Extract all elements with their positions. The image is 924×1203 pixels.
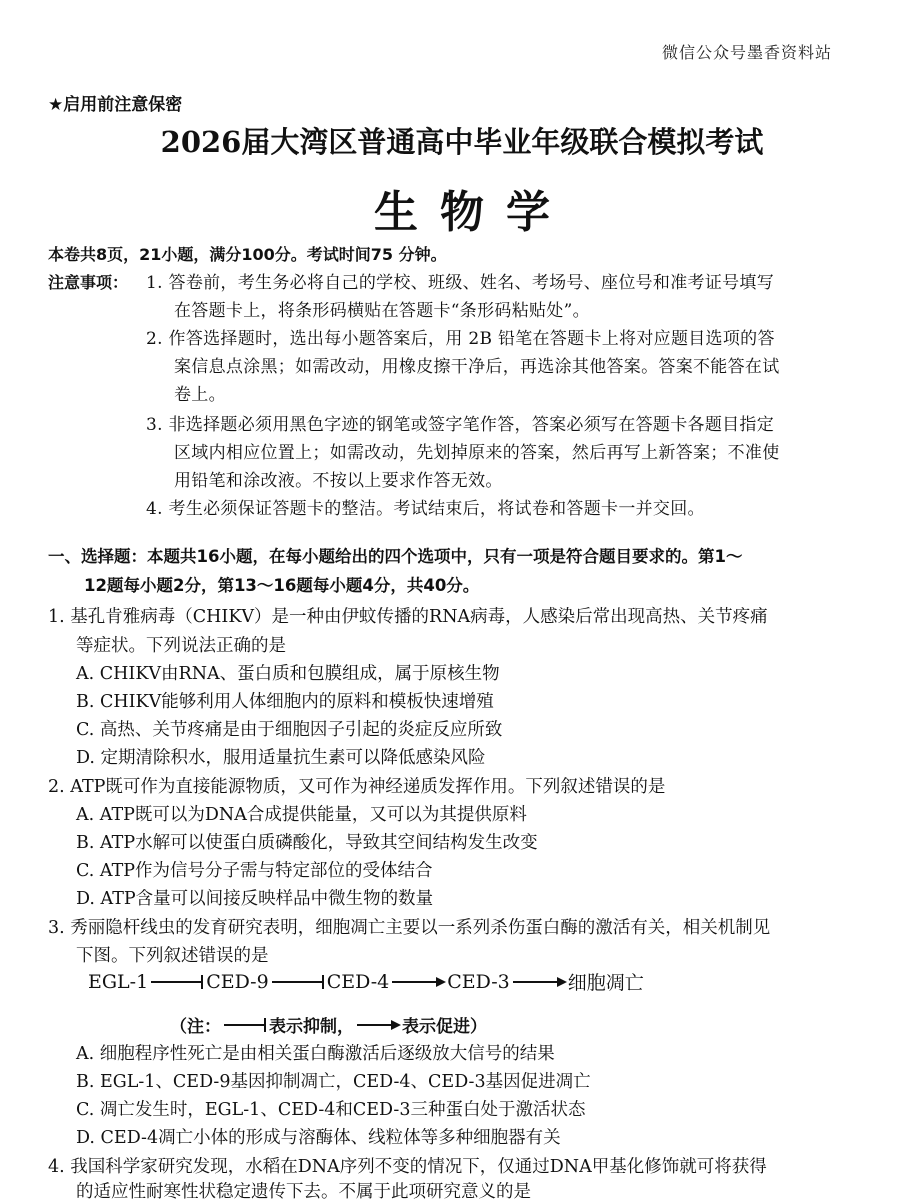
question-3-option-a: A. 细胞程序性死亡是由相关蛋白酶激活后逐级放大信号的结果 [76, 1044, 555, 1064]
diagram-node-ced4: CED-4 [326, 970, 390, 993]
question-3-stem-line-1: 3. 秀丽隐杆线虫的发育研究表明，细胞凋亡主要以一系列杀伤蛋白酶的激活有关，相关机制见 [48, 918, 771, 938]
question-1-option-a: A. CHIKV由RNA、蛋白质和包膜组成，属于原核生物 [76, 664, 500, 684]
diagram-node-apoptosis: 细胞凋亡 [567, 972, 644, 994]
question-3-option-b: B. EGL-1、CED-9基因抑制凋亡，CED-4、CED-3基因促进凋亡 [76, 1072, 591, 1092]
confidential-notice: ★启用前注意保密 [48, 95, 183, 115]
inhibit-arrow-icon [272, 975, 324, 989]
legend-promote-text: 表示促进） [402, 1017, 487, 1037]
promote-arrow-icon [513, 975, 565, 989]
notice-line-8: 用铅笔和涂改液。不按以上要求作答无效。 [174, 471, 503, 491]
notice-line-9: 4. 考生必须保证答题卡的整洁。考试结束后，将试卷和答题卡一并交回。 [146, 499, 705, 519]
diagram-legend [170, 1012, 487, 1037]
notice-line-4: 案信息点涂黑；如需改动，用橡皮擦干净后，再选涂其他答案。答案不能答在试 [174, 357, 780, 377]
notice-line-2: 在答题卡上，将条形码横贴在答题卡“条形码粘贴处”。 [174, 301, 590, 321]
apoptosis-pathway-diagram [88, 968, 644, 995]
question-4-stem-line-1: 4. 我国科学家研究发现，水稻在DNA序列不变的情况下，仅通过DNA甲基化修饰就可将获得 [48, 1157, 767, 1177]
diagram-node-ced3: CED-3 [447, 970, 510, 993]
diagram-node-ced9: CED-9 [206, 970, 269, 993]
question-1-option-c: C. 高热、关节疼痛是由于细胞因子引起的炎症反应所致 [76, 720, 503, 740]
notice-label: 注意事项： [48, 273, 129, 292]
notice-line-1: 1. 答卷前，考生务必将自己的学校、班级、姓名、考场号、座位号和准考证号填写 [146, 273, 775, 293]
inhibit-arrow-icon [224, 1018, 266, 1032]
question-2-option-d: D. ATP含量可以间接反映样品中微生物的数量 [76, 889, 434, 909]
notice-line-7: 区域内相应位置上；如需改动，先划掉原来的答案，然后再写上新答案；不准使 [174, 443, 780, 463]
question-2-option-a: A. ATP既可以为DNA合成提供能量，又可以为其提供原料 [76, 805, 527, 825]
exam-title: 2026届大湾区普通高中毕业年级联合模拟考试 [160, 125, 764, 159]
question-3-stem-line-2: 下图。下列叙述错误的是 [76, 946, 269, 966]
section-heading-line-2: 12题每小题2分，第13～16题每小题4分，共40分。 [84, 576, 480, 595]
notice-line-3: 2. 作答选择题时，选出每小题答案后，用 2B 铅笔在答题卡上将对应题目选项的答 [146, 329, 775, 349]
question-3-option-c: C. 凋亡发生时，EGL-1、CED-4和CED-3三种蛋白处于激活状态 [76, 1100, 586, 1120]
inhibit-arrow-icon [151, 975, 203, 989]
notice-line-5: 卷上。 [174, 385, 226, 405]
notice-line-6: 3. 非选择题必须用黑色字迹的钢笔或签字笔作答，答案必须写在答题卡各题目指定 [146, 415, 775, 435]
question-2-option-b: B. ATP水解可以使蛋白质磷酸化，导致其空间结构发生改变 [76, 833, 538, 853]
question-1-option-d: D. 定期清除积水，服用适量抗生素可以降低感染风险 [76, 748, 486, 768]
question-2-stem-line-1: 2. ATP既可作为直接能源物质，又可作为神经递质发挥作用。下列叙述错误的是 [48, 777, 666, 797]
exam-info: 本卷共8页，21小题，满分100分。考试时间75 分钟。 [48, 245, 447, 264]
watermark-text: 微信公众号墨香资料站 [661, 43, 832, 62]
legend-prefix: （注： [170, 1017, 221, 1037]
section-heading-line-1: 一、选择题：本题共16小题，在每小题给出的四个选项中，只有一项是符合题目要求的。第1～ [48, 547, 743, 566]
question-1-stem-line-1: 1. 基孔肯雅病毒（CHIKV）是一种由伊蚊传播的RNA病毒，人感染后常出现高热、关节疼痛 [48, 607, 768, 627]
question-1-stem-line-2: 等症状。下列说法正确的是 [76, 636, 286, 656]
question-1-option-b: B. CHIKV能够利用人体细胞内的原料和模板快速增殖 [76, 692, 494, 712]
question-4-stem-line-2: 的适应性耐寒性状稳定遗传下去。不属于此项研究意义的是 [76, 1182, 531, 1202]
legend-inhibit-text: 表示抑制， [269, 1017, 354, 1037]
subject-title: 生物学 [374, 187, 572, 238]
diagram-node-egl1: EGL-1 [88, 970, 149, 993]
promote-arrow-icon [392, 975, 444, 989]
question-2-option-c: C. ATP作为信号分子需与特定部位的受体结合 [76, 861, 433, 881]
promote-arrow-icon [357, 1018, 399, 1032]
question-3-option-d: D. CED-4凋亡小体的形成与溶酶体、线粒体等多种细胞器有关 [76, 1128, 561, 1148]
